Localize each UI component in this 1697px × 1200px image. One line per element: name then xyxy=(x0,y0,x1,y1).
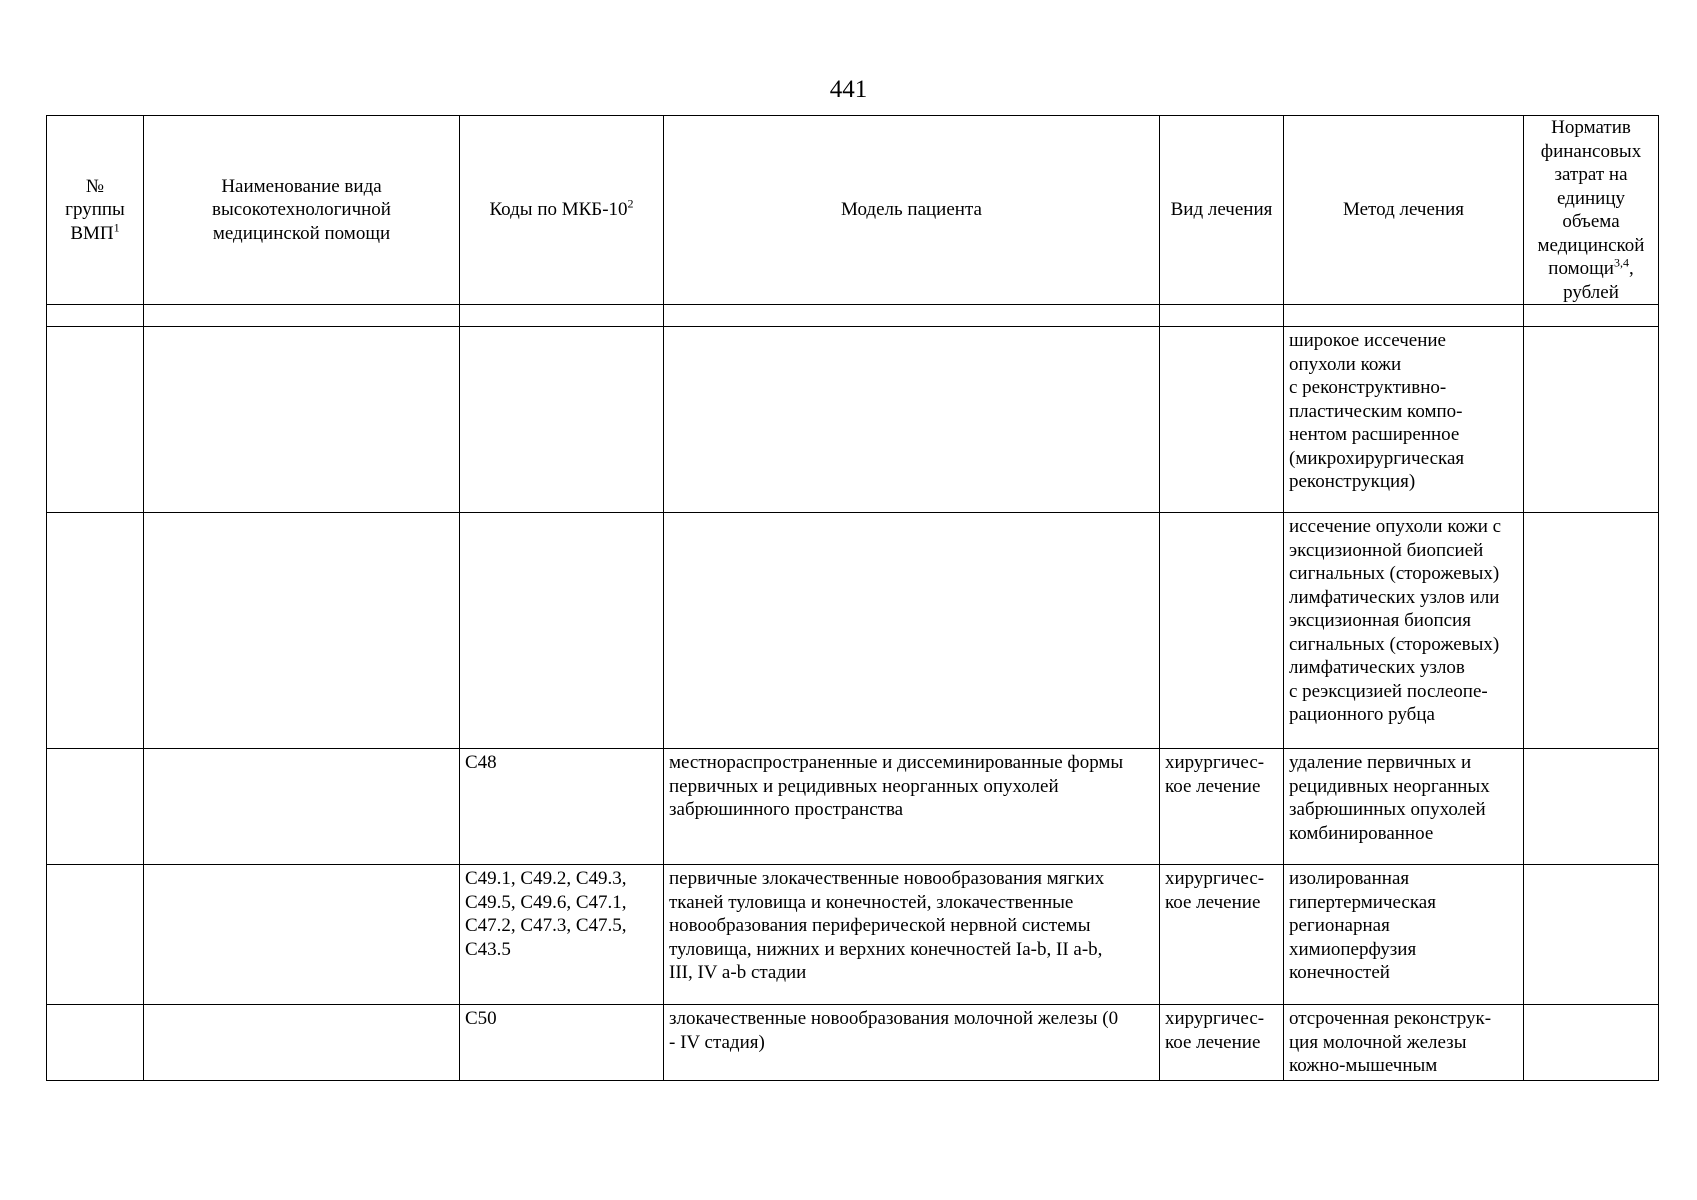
spacer-cell xyxy=(1160,305,1284,327)
table-row xyxy=(47,513,1659,749)
cell-codes: C50 xyxy=(460,1005,664,1081)
cell-cost xyxy=(1524,1005,1659,1081)
cell-codes xyxy=(460,513,664,749)
cell-name xyxy=(144,327,460,513)
cell-treatment: хирургичес- кое лечение xyxy=(1160,865,1284,1005)
cell-model: первичные злокачественные новообразования мягких тканей туловища и конечностей, злокачественные новообразования периферической нервной системы туловища, нижних и верхних конечностей Ia-b, II a-b, III, IV a-b стадии xyxy=(664,865,1160,1005)
cell-model xyxy=(664,327,1160,513)
cell-codes: C48 xyxy=(460,749,664,865)
spacer-cell xyxy=(664,305,1160,327)
cell-name xyxy=(144,513,460,749)
spacer-cell xyxy=(144,305,460,327)
cell-group xyxy=(47,865,144,1005)
footnote-marker: 1 xyxy=(113,220,120,235)
header-cost-standard-unit: , рублей xyxy=(1563,258,1634,303)
cell-method: широкое иссечение опухоли кожи с реконструктивно- пластическим компо- нентом расширенное (микрохирургическая реконструкция) xyxy=(1284,327,1524,513)
spacer-cell xyxy=(1284,305,1524,327)
spacer-cell xyxy=(460,305,664,327)
cell-treatment: хирургичес- кое лечение xyxy=(1160,1005,1284,1081)
cell-cost xyxy=(1524,513,1659,749)
header-treatment-method: Метод лечения xyxy=(1284,116,1524,305)
cell-group xyxy=(47,749,144,865)
table-row xyxy=(47,1005,1659,1081)
header-group-number xyxy=(47,116,144,305)
cell-method: иссечение опухоли кожи с эксцизионной биопсией сигнальных (сторожевых) лимфатических узлов или эксцизионная биопсия сигнальных (сторожевых) лимфатических узлов с реэксцизией послеопе- рационного рубца xyxy=(1284,513,1524,749)
cell-name xyxy=(144,865,460,1005)
cell-codes: C49.1, C49.2, C49.3, C49.5, C49.6, C47.1, C47.2, C47.3, C47.5, C43.5 xyxy=(460,865,664,1005)
cell-codes xyxy=(460,327,664,513)
header-treatment-type: Вид лечения xyxy=(1160,116,1284,305)
cell-group xyxy=(47,1005,144,1081)
cell-group xyxy=(47,327,144,513)
footnote-marker: 3,4 xyxy=(1613,255,1629,270)
header-icd-codes-text: Коды по МКБ-10 xyxy=(489,199,628,221)
cell-cost xyxy=(1524,327,1659,513)
table-row xyxy=(47,865,1659,1005)
cell-cost xyxy=(1524,865,1659,1005)
spacer-cell xyxy=(47,305,144,327)
table-row xyxy=(47,749,1659,865)
header-cost-standard xyxy=(1524,116,1659,305)
cell-treatment xyxy=(1160,513,1284,749)
cell-group xyxy=(47,513,144,749)
cell-method: отсроченная реконструк- ция молочной железы кожно-мышечным xyxy=(1284,1005,1524,1081)
cell-treatment xyxy=(1160,327,1284,513)
cell-model: злокачественные новообразования молочной железы (0 - IV стадия) xyxy=(664,1005,1160,1081)
spacer-cell xyxy=(1524,305,1659,327)
cell-method: изолированная гипертермическая регионарная химиоперфузия конечностей xyxy=(1284,865,1524,1005)
header-icd-codes xyxy=(460,116,664,305)
cell-model: местнораспространенные и диссеминированные формы первичных и рецидивных неорганных опухолей забрюшинного пространства xyxy=(664,749,1160,865)
header-cost-standard-text: Норматив финансовых затрат на единицу объема медицинской помощи xyxy=(1537,117,1645,279)
cell-method: удаление первичных и рецидивных неорганных забрюшинных опухолей комбинированное xyxy=(1284,749,1524,865)
table-spacer-row xyxy=(47,305,1659,327)
header-care-type-name: Наименование вида высокотехнологичной медицинской помощи xyxy=(144,116,460,305)
cell-model xyxy=(664,513,1160,749)
table-header-row xyxy=(47,116,1659,305)
cell-cost xyxy=(1524,749,1659,865)
page-number: 441 xyxy=(829,76,868,103)
header-group-number-text: № группы ВМП xyxy=(65,175,125,244)
table-row xyxy=(47,327,1659,513)
cell-name xyxy=(144,1005,460,1081)
cell-treatment: хирургичес- кое лечение xyxy=(1160,749,1284,865)
header-patient-model: Модель пациента xyxy=(664,116,1160,305)
footnote-marker: 2 xyxy=(627,196,634,211)
vmp-table xyxy=(46,115,1659,1081)
cell-name xyxy=(144,749,460,865)
